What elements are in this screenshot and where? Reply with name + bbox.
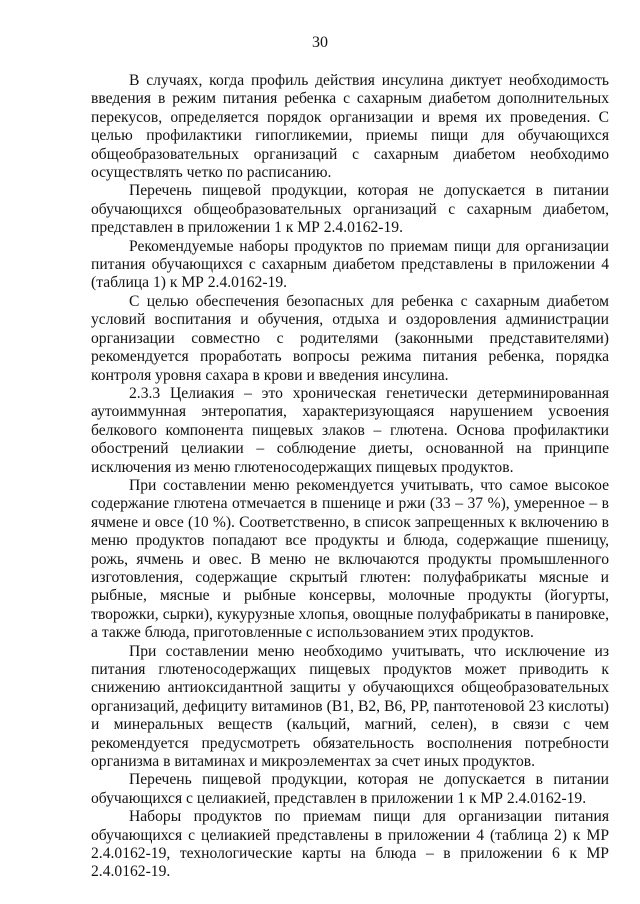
paragraph-gluten-content: При составлении меню рекомендуется учитывать, что самое высокое содержание глютена отмечается в пшенице и ржи (33 – 37 %), умеренное – в ячмене и овсе (10 %). Соответственно, в список запрещенных к включению в меню продуктов попадают все продукты и блюда, содержащие пшеницу, рожь, ячмень и овес. В меню не включаются продукты промышленного изготовления, содержащие скрытый глютен: полуфабрикаты мясные и рыбные, мясные и рыбные консервы, молочные продукты (йогурты, творожки, сырки), кукурузные хлопья, овощные полуфабрикаты в панировке, а также блюда, приготовленные с использованием этих продуктов. [91,476,609,642]
paragraph-antioxidant-protection: При составлении меню необходимо учитывать, что исключение из питания глютеносодержащих пищевых продуктов может приводить к снижению антиоксидантной защиты у обучающихся общеобразовательных организаций, дефициту витаминов (В1, В2, В6, РР, пантотеновой 23 кислоты) и минеральных веществ (кальций, магний, селен), в связи с чем рекомендуется предусмотреть обязательность восполнения потребности организма в витаминах и микроэлементах за счет иных продуктов. [91,642,609,771]
paragraph-celiac-product-sets: Наборы продуктов по приемам пищи для организации питания обучающихся с целиакией представлены в приложении 4 (таблица 2) к МР 2.4.0162-19, технологические карты на блюда – в приложении 6 к МР 2.4.0162-19. [91,808,609,881]
paragraph-celiac-prohibited-products: Перечень пищевой продукции, которая не допускается в питании обучающихся с целиакией, представлен в приложении 1 к МР 2.4.0162-19. [91,771,609,807]
page-number: 30 [312,34,328,51]
document-body [91,72,609,882]
paragraph-diabetes-prohibited-products: Перечень пищевой продукции, которая не допускается в питании обучающихся общеобразовательных организаций с сахарным диабетом, представлен в приложении 1 к МР 2.4.0162-19. [91,182,609,237]
paragraph-diabetes-product-sets: Рекомендуемые наборы продуктов по приемам пищи для организации питания обучающихся с сахарным диабетом представлены в приложении 4 (таблица 1) к МР 2.4.0162-19. [91,237,609,292]
paragraph-celiac-definition: 2.3.3 Целиакия – это хроническая генетически детерминированная аутоиммунная энтеропатия, характеризующаяся нарушением усвоения белкового компонента пищевых злаков – глютена. Основа профилактики обострений целиакии – соблюдение диеты, основанной на принципе исключения из меню глютеносодержащих пищевых продуктов. [91,384,609,476]
paragraph-diabetes-safety-conditions: С целью обеспечения безопасных для ребенка с сахарным диабетом условий воспитания и обучения, отдыха и оздоровления администрации организации совместно с родителями (законными представителями) рекомендуется проработать вопросы режима питания ребенка, порядка контроля уровня сахара в крови и введения инсулина. [91,292,609,384]
paragraph-insulin-snacks: В случаях, когда профиль действия инсулина диктует необходимость введения в режим питания ребенка с сахарным диабетом дополнительных перекусов, определяется порядок организации и время их проведения. С целью профилактики гипогликемии, приемы пищи для обучающихся общеобразовательных организаций с сахарным диабетом необходимо осуществлять четко по расписанию. [91,72,609,182]
